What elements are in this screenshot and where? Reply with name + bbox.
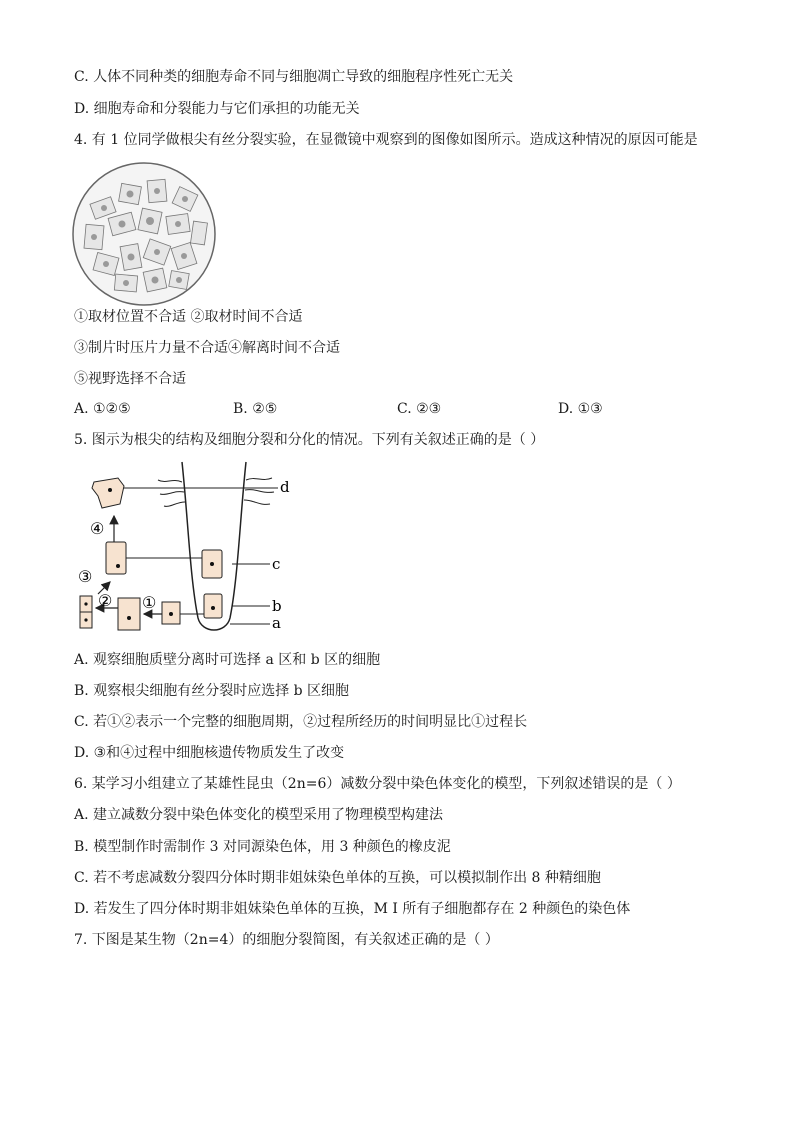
- q4-reason-line-3: ⑤视野选择不合适: [74, 371, 186, 387]
- step-label-1: ①: [142, 593, 157, 612]
- q6-option-a: A. 建立减数分裂中染色体变化的模型采用了物理模型构建法: [74, 807, 444, 823]
- q4-option-c: C. ②③: [397, 401, 442, 417]
- q6-option-b: B. 模型制作时需制作 3 对同源染色体，用 3 种颜色的橡皮泥: [74, 839, 451, 855]
- q6-option-c: C. 若不考虑减数分裂四分体时期非姐妹染色单体的互换，可以模拟制作出 8 种精细胞: [74, 870, 601, 886]
- q4-reason-line-1: ①取材位置不合适 ②取材时间不合适: [74, 309, 303, 325]
- q4-option-a: A. ①②⑤: [74, 401, 131, 417]
- zone-label-c: c: [272, 555, 281, 573]
- q5-stem: 5. 图示为根尖的结构及细胞分裂和分化的情况。下列有关叙述正确的是（ ）: [74, 432, 545, 448]
- zone-label-b: b: [272, 597, 282, 615]
- step-label-2: ②: [98, 591, 113, 610]
- q5-option-b: B. 观察根尖细胞有丝分裂时应选择 b 区细胞: [74, 683, 350, 699]
- q3-option-d: D. 细胞寿命和分裂能力与它们承担的功能无关: [74, 101, 360, 117]
- q4-stem: 4. 有 1 位同学做根尖有丝分裂实验，在显微镜中观察到的图像如图所示。造成这种情况的原因可能是: [74, 132, 698, 148]
- step-label-3: ③: [78, 567, 93, 586]
- q3-option-c: C. 人体不同种类的细胞寿命不同与细胞凋亡导致的细胞程序性死亡无关: [74, 69, 514, 85]
- q4-reason-line-2: ③制片时压片力量不合适④解离时间不合适: [74, 340, 340, 356]
- root-tip-figure: [74, 458, 314, 638]
- zone-label-d: d: [280, 478, 290, 496]
- q4-option-b: B. ②⑤: [233, 401, 278, 417]
- step-label-4: ④: [90, 519, 105, 538]
- q5-option-d: D. ③和④过程中细胞核遗传物质发生了改变: [74, 745, 345, 761]
- q5-option-c: C. 若①②表示一个完整的细胞周期，②过程所经历的时间明显比①过程长: [74, 714, 528, 730]
- microscope-view-figure: [70, 160, 220, 310]
- zone-label-a: a: [272, 614, 281, 632]
- q6-stem: 6. 某学习小组建立了某雄性昆虫（2n=6）减数分裂中染色体变化的模型，下列叙述错误的是（ ）: [74, 776, 681, 792]
- q5-option-a: A. 观察细胞质壁分离时可选择 a 区和 b 区的细胞: [74, 652, 381, 668]
- q6-option-d: D. 若发生了四分体时期非姐妹染色单体的互换，M I 所有子细胞都存在 2 种颜色的染色体: [74, 901, 631, 917]
- q4-option-d: D. ①③: [558, 401, 603, 417]
- q7-stem: 7. 下图是某生物（2n=4）的细胞分裂简图，有关叙述正确的是（ ）: [74, 932, 499, 948]
